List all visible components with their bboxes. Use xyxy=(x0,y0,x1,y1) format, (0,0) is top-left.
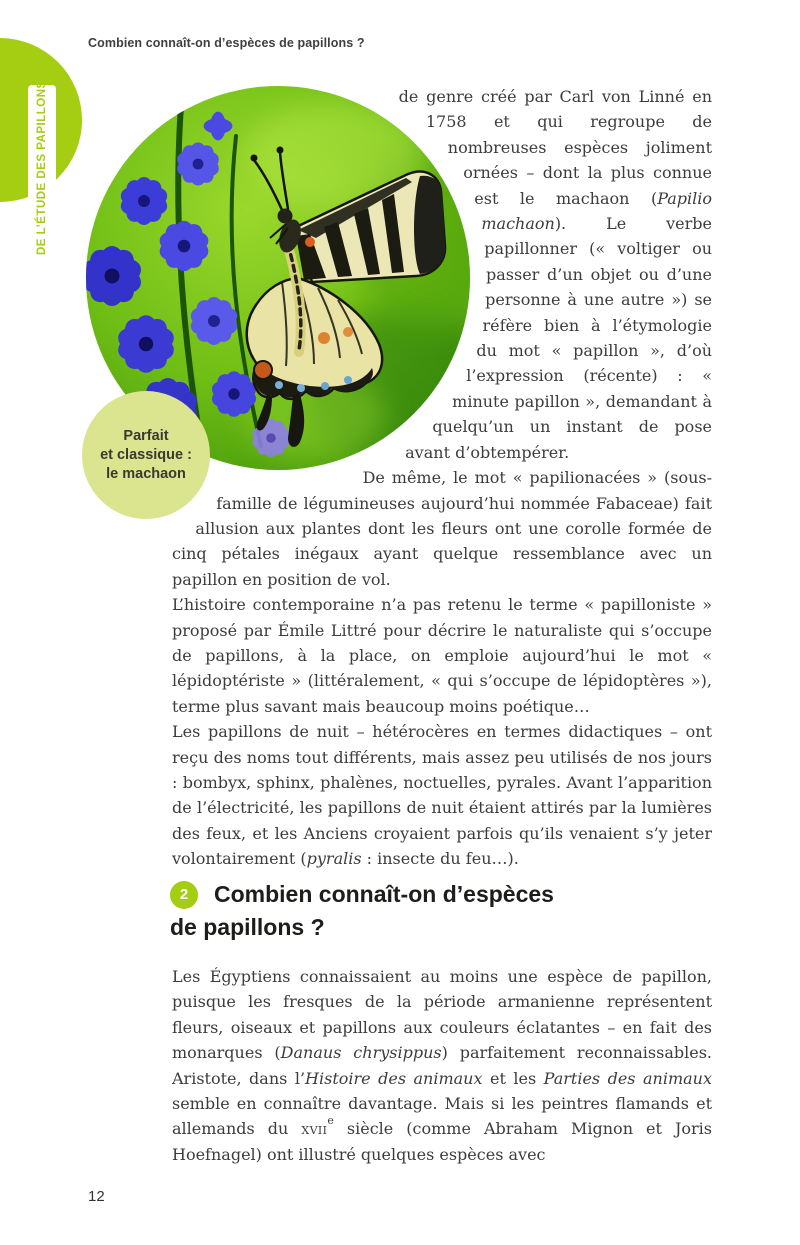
page-number: 12 xyxy=(88,1188,105,1205)
caption-line: et classique : xyxy=(100,446,192,463)
paragraph: de genre créé par Carl von Linné en 1758 et qui regroupe de nombreuses espèces joliment ornées – dont la plus connue est le machaon (Papilio machaon). Le verbe papillonner (« voltiger ou passer d’un objet ou d’une personne à une autre ») se réfère bien à l’étymologie du mot « papillon », d’où l’expression (récente) : « minute papillon », demandant à quelqu’un un instant de pose avant d’obtempérer. xyxy=(398,87,712,462)
section-heading-line1 xyxy=(170,878,750,911)
section-number-badge: 2 xyxy=(170,881,198,909)
running-header: Combien connaît-on d’espèces de papillons ? xyxy=(88,36,365,50)
caption-line: le machaon xyxy=(106,465,186,482)
paragraph: Les papillons de nuit – hétérocères en termes didactiques – ont reçu des noms tout différents, mais assez peu utilisés de nos jours : bombyx, sphinx, phalènes, noctuelles, pyrales. Avant l’apparition de l’électricité, les papillons de nuit étaient attirés par la lumières des feux, et les Anciens croyaient parfois qu’ils venaient s’y jeter volontairement (pyralis : insecte du feu…). xyxy=(172,722,712,869)
photo-caption-bubble xyxy=(82,391,210,519)
section-title-line1: Combien connaît-on d’espèces xyxy=(214,881,554,907)
paragraph: L’histoire contemporaine n’a pas retenu le terme « papilloniste » proposé par Émile Littré pour décrire le naturaliste qui s’occupe de papillons, à la place, on emploie aujourd’hui le mot « lépidoptériste » (littéralement, « qui s’occupe de lépidoptères »), terme plus savant mais beaucoup moins poétique… xyxy=(172,595,712,716)
article-text-bottom xyxy=(172,964,712,1167)
paragraph: De même, le mot « papilionacées » (sous-famille de légumineuses aujourd’hui nommée Fabaceae) fait allusion aux plantes dont les fleurs ont une corolle formée de cinq pétales inégaux ayant quelque ressemblance avec un papillon en position de vol. xyxy=(172,468,712,589)
section-title-line2: de papillons ? xyxy=(170,914,325,940)
article-text-top xyxy=(172,84,712,878)
caption-line: Parfait xyxy=(123,427,169,444)
section-heading xyxy=(170,878,750,941)
chapter-vertical-label: DE L’ÉTUDE DES PAPILLONS xyxy=(28,85,56,255)
paragraph: Les Égyptiens connaissaient au moins une espèce de papillon, puisque les fresques de la période armanienne représentent fleurs, oiseaux et papillons aux couleurs éclatantes – en fait des monarques (Danaus chrysippus) parfaitement reconnaissables. Aristote, dans l’Histoire des animaux et les Parties des animaux semble en connaître davantage. Mais si les peintres flamands et allemands du xvii$^e$ siècle (comme Abraham Mignon et Joris Hoefnagel) ont illustré quelques espèces avec xyxy=(172,967,713,1164)
